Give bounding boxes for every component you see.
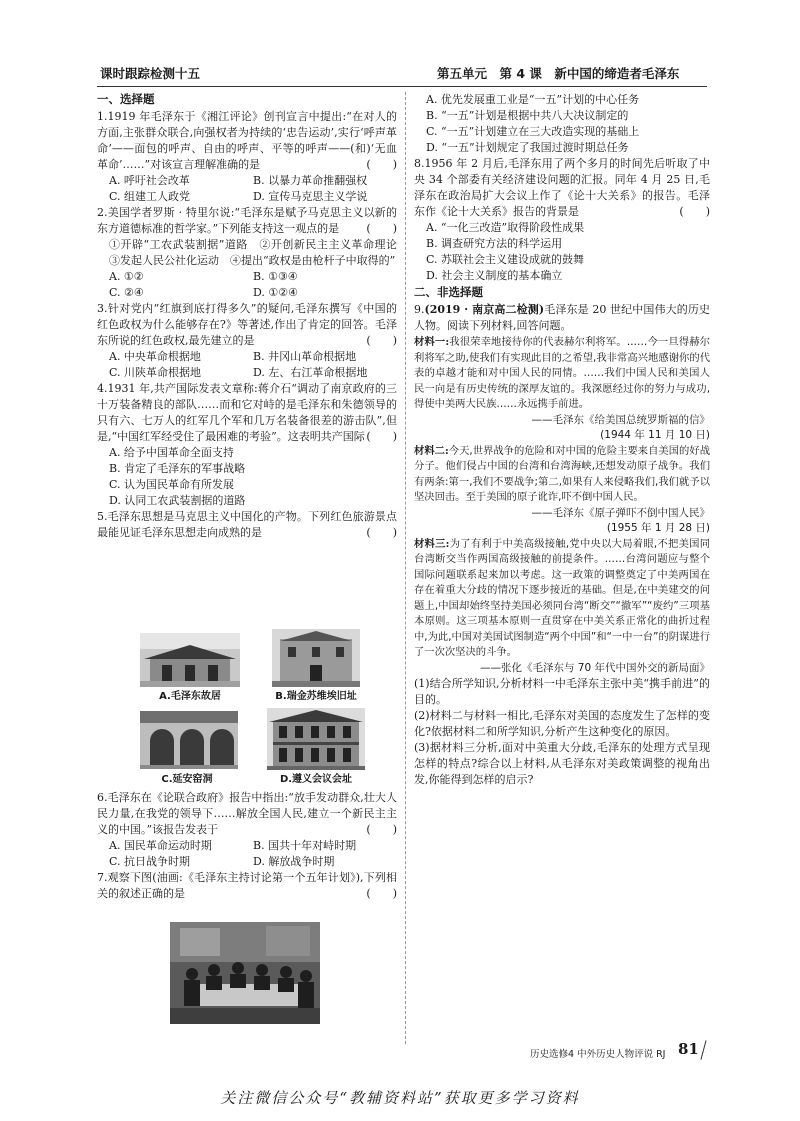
option-d: D. 解放战争时期 xyxy=(253,855,335,868)
subquestion-3: (3)据材料三分析,面对中美重大分歧,毛泽东的处理方式呈现怎样的特点?综合以上材料,从毛泽东对美政策调整的视角出发,你能得到怎样的启示? xyxy=(414,741,710,786)
photo-mao-former-residence xyxy=(140,633,240,687)
option-c: C. 抗日战争时期 xyxy=(109,855,191,868)
question-6-text: 6.毛泽东在《论联合政府》报告中指出:“放手发动群众,壮大人民力量,在我党的领导下……解放全国人民,建立一个新民主主义的中国。”该报告发表于 xyxy=(97,791,397,836)
watermark-text: 关注微信公众号“教辅资料站”获取更多学习资料 xyxy=(220,1089,580,1107)
option-a: A. 呼吁社会改革 xyxy=(109,174,190,187)
question-3-text: 3.针对党内“红旗到底打得多久”的疑问,毛泽东撰写《中国的红色政权为什么能够存在?》等著述,作出了肯定的回答。毛泽东所说的红色政权,最先建立的是 xyxy=(97,302,397,347)
question-9-source: (2019 · 南京高二检测) xyxy=(424,303,545,316)
question-2-items: ①开辟“工农武装割据”道路 ②开创新民主主义革命理论 ③发起人民公社化运动 ④提出“政权是由枪杆子中取得的” xyxy=(109,238,408,267)
header-rule xyxy=(97,86,707,87)
question-5 xyxy=(97,509,397,541)
material-3 xyxy=(414,537,710,677)
photo-zunyi-meeting-site xyxy=(267,708,365,770)
option-d: D. 宣传马克思主义学说 xyxy=(253,190,368,203)
caption-c: C.延安窑洞 xyxy=(161,774,213,785)
option-a: A. 优先发展重工业是“一五”计划的中心任务 xyxy=(426,93,640,106)
subquestion-1: (1)结合所学知识,分析材料一中毛泽东主张中美“携手前进”的目的。 xyxy=(414,677,710,706)
answer-blank: ( ) xyxy=(366,823,397,836)
material-1-date: (1944 年 11 月 10 日) xyxy=(600,429,710,441)
question-3 xyxy=(97,301,397,381)
option-b: B. ①③④ xyxy=(253,270,298,283)
section-choice-heading: 一、选择题 xyxy=(97,92,155,106)
option-c: C. ②④ xyxy=(109,286,144,299)
material-2 xyxy=(414,444,710,537)
material-1 xyxy=(414,335,710,444)
question-2 xyxy=(97,205,408,301)
caption-b: B.瑞金苏维埃旧址 xyxy=(275,691,357,702)
option-b: B. 以暴力革命推翻强权 xyxy=(253,174,368,187)
option-c: C. 组建工人政党 xyxy=(109,190,191,203)
answer-blank: ( ) xyxy=(366,222,397,235)
option-c: C. 认为国民革命有所发展 xyxy=(109,478,235,491)
page-slash xyxy=(700,1040,706,1060)
material-1-label: 材料一: xyxy=(414,336,450,348)
question-1-text: 1.1919 年毛泽东于《湘江评论》创刊宣言中提出:“在对人的方面,主张群众联合,向强权者为持续的‘忠告运动’,实行‘呼声革命’——面包的呼声、自由的呼声、平等的呼声——(和)‘无血革命’……”对该宣言理解准确的是 xyxy=(97,110,397,171)
book-label: 历史选修4 中外历史人物评说 RJ xyxy=(530,1049,666,1060)
answer-blank: ( ) xyxy=(366,334,397,347)
option-c: C. 川陕革命根据地 xyxy=(109,366,202,379)
material-2-text: 今天,世界战争的危险和对中国的危险主要来自美国的好战分子。他们侵占中国的台湾和台湾海峡,还想发动原子战争。我们有两条:第一,我们不要战争;第二,如果有人来侵略我们,我们就予以坚决回击。至于美国的原子讹诈,吓不倒中国人民。 xyxy=(414,444,710,503)
option-c: C. “一五”计划建立在三大改造实现的基础上 xyxy=(426,125,640,138)
page-number: 81 xyxy=(678,1040,699,1058)
question-5-text: 5.毛泽东思想是马克思主义中国化的产物。下列红色旅游景点最能见证毛泽东思想走向成熟的是 xyxy=(97,510,397,539)
left-column-lower xyxy=(97,790,397,902)
option-a: A. 给予中国革命全面支持 xyxy=(109,446,234,459)
answer-blank: ( ) xyxy=(366,887,397,900)
option-d: D. “一五”计划规定了我国过渡时期总任务 xyxy=(426,141,629,154)
question-8 xyxy=(414,156,710,284)
material-3-text: 为了有利于中美高级接触,党中央以大局着眼,不把美国同台湾断交当作两国高级接触的前提条件。……台湾问题应与整个国际问题联系起来加以考虑。这一政策的调整奠定了中美两国在存在着重大分歧的情况下逐步接近的基础。但是,在中美建交的问题上,中国却始终坚持美国必须同台湾“断交”“撤军”“废约”三项基本原则。这三项基本原则一直贯穿在中美关系正常化的曲折过程中,为此,中国对美国试图制造“两个中国”和“一中一台”的阴谋进行了一次次坚决的斗争。 xyxy=(414,537,710,658)
material-2-source: ——毛泽东《原子弹吓不倒中国人民》 xyxy=(531,506,710,519)
material-3-label: 材料三: xyxy=(414,537,450,550)
worksheet-title: 课时跟踪检测十五 xyxy=(100,66,201,81)
material-1-text: 我很荣幸地接待你的代表赫尔利将军。……今一旦得赫尔利将军之助,使我们有实现此目的之希望,我非常高兴地感谢你的代表的卓越才能和对中国人民的同情。……我们中国人民和美国人民一向是有历史传统的深厚友谊的。我深愿经过你的努力与成功,得使中美两大民族……永远携手前进。 xyxy=(414,336,710,410)
option-b: B. 调查研究方法的科学运用 xyxy=(426,237,563,250)
question-9-number: 9. xyxy=(414,303,425,316)
question-9 xyxy=(414,302,710,334)
option-d: D. ①②④ xyxy=(253,286,299,299)
question-4-text: 4.1931 年,共产国际发表文章称:蒋介石“调动了南京政府的三十万装备精良的部队……而和它对峙的是毛泽东和朱德领导的只有六、七万人的红军几个军和几万名装备很差的游击队”,但是,“中国红军经受住了最困难的考验”。这表明共产国际 xyxy=(97,382,397,443)
answer-blank: ( ) xyxy=(366,526,397,539)
painting-five-year-plan-discussion xyxy=(170,922,320,1024)
unit-lesson-title: 第五单元 第 4 课 新中国的缔造者毛泽东 xyxy=(437,66,680,81)
option-a: A. “一化三改造”取得阶段性成果 xyxy=(426,221,585,234)
question-8-text: 8.1956 年 2 月后,毛泽东用了两个多月的时间先后听取了中央 34 个部委有关经济建设问题的汇报。同年 4 月 25 日,毛泽东在政治局扩大会议上作了《论十大关系》的报告。毛泽东作《论十大关系》报告的背景是 xyxy=(414,157,710,218)
question-4 xyxy=(97,381,397,509)
caption-a: A.毛泽东故居 xyxy=(159,691,221,702)
option-a: A. ①② xyxy=(109,270,144,283)
right-column xyxy=(414,92,710,788)
question-7-text: 7.观察下图(油画:《毛泽东主持讨论第一个五年计划》),下列相关的叙述正确的是 xyxy=(97,871,397,900)
option-c: C. 苏联社会主义建设成就的鼓舞 xyxy=(426,253,585,266)
question-6 xyxy=(97,790,397,870)
question-9-intro: 毛泽东是 20 世纪中国伟大的历史人物。阅读下列材料,回答问题。 xyxy=(414,303,710,332)
material-1-source: ——毛泽东《给美国总统罗斯福的信》 xyxy=(531,413,710,426)
question-2-text: 2.美国学者罗斯 · 特里尔说:“毛泽东是赋予马克思主义以新的东方道德标准的哲学家。”下列能支持这一观点的是 xyxy=(97,206,397,235)
option-a: A. 国民革命运动时期 xyxy=(109,839,212,852)
option-a: A. 中央革命根据地 xyxy=(109,350,201,363)
answer-blank: ( ) xyxy=(366,430,397,443)
option-b: B. 井冈山革命根据地 xyxy=(253,350,357,363)
left-column xyxy=(97,91,408,541)
photo-ruijin-soviet-site xyxy=(272,629,360,687)
option-d: D. 社会主义制度的基本确立 xyxy=(426,269,563,282)
section-nonchoice-heading: 二、非选择题 xyxy=(414,285,483,299)
answer-blank: ( ) xyxy=(366,158,397,171)
photo-yanan-cave xyxy=(140,711,238,769)
option-b: B. 国共十年对峙时期 xyxy=(253,839,357,852)
material-2-label: 材料二: xyxy=(414,444,449,457)
option-d: D. 左、右江革命根据地 xyxy=(253,366,368,379)
answer-blank: ( ) xyxy=(679,205,710,218)
option-b: B. 肯定了毛泽东的军事战略 xyxy=(109,462,246,475)
option-d: D. 认同工农武装割据的道路 xyxy=(109,494,246,507)
subquestion-2: (2)材料二与材料一相比,毛泽东对美国的态度发生了怎样的变化?依据材料二和所学知识,分析产生这种变化的原因。 xyxy=(414,709,710,738)
question-1 xyxy=(97,109,397,205)
material-2-date: (1955 年 1 月 28 日) xyxy=(606,522,710,534)
question-7 xyxy=(97,870,397,902)
column-divider xyxy=(405,92,406,1044)
option-b: B. “一五”计划是根据中共八大决议制定的 xyxy=(426,109,629,122)
material-3-source: ——张化《毛泽东与 70 年代中国外交的新局面》 xyxy=(479,661,710,674)
caption-d: D.遵义会议会址 xyxy=(279,774,353,785)
